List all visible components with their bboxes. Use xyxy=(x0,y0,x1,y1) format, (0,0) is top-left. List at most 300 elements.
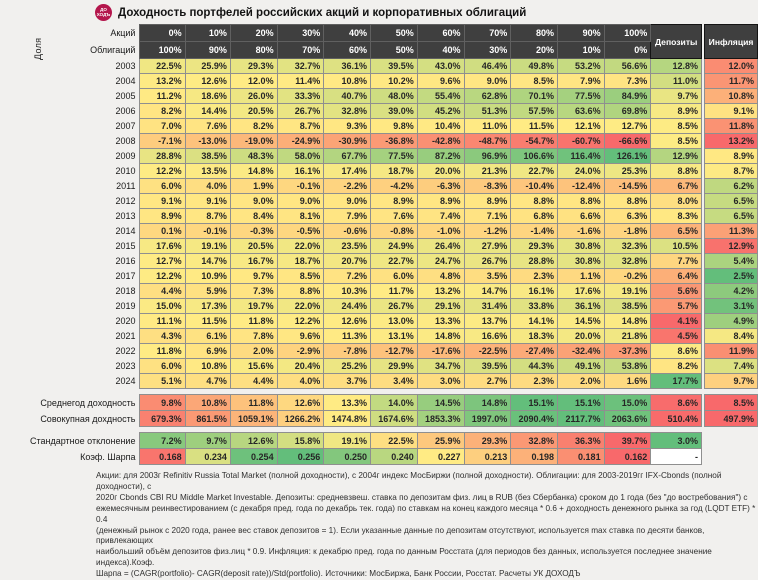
return-cell: 84.9% xyxy=(604,89,651,104)
inflation-cell: 7.4% xyxy=(705,359,758,374)
year-row-2004 xyxy=(30,74,758,89)
return-cell: 20.0% xyxy=(417,164,464,179)
return-cell: 15.0% xyxy=(140,299,185,314)
return-cell: -7.8% xyxy=(324,344,371,359)
return-cell: 18.7% xyxy=(277,254,324,269)
return-cell: 28.8% xyxy=(140,149,185,164)
return-cell: 3.7% xyxy=(324,374,371,389)
summary-cell: 1059.1% xyxy=(230,411,277,427)
summary-cell: 0.256 xyxy=(277,449,324,465)
return-cell: 63.6% xyxy=(557,104,604,119)
year-row-2018 xyxy=(30,284,758,299)
deposit-cell: 8.9% xyxy=(651,104,702,119)
return-cell: -6.3% xyxy=(417,179,464,194)
return-cell: 9.0% xyxy=(324,194,371,209)
year-label: 2022 xyxy=(115,346,136,356)
deposit-cell: 12.9% xyxy=(651,149,702,164)
summary-inflation-cell: 8.5% xyxy=(705,395,758,411)
summary-cell: 7.2% xyxy=(140,433,185,449)
return-cell: 15.6% xyxy=(230,359,277,374)
return-cell: 26.7% xyxy=(371,299,418,314)
return-cell: 7.9% xyxy=(557,74,604,89)
year-label: 2006 xyxy=(115,106,136,116)
summary-cell: 0.227 xyxy=(417,449,464,465)
return-cell: 12.6% xyxy=(185,74,230,89)
summary-cell: 12.6% xyxy=(230,433,277,449)
return-cell: -37.3% xyxy=(604,344,651,359)
year-label: 2020 xyxy=(115,316,136,326)
return-cell: 62.8% xyxy=(464,89,511,104)
return-cell: -2.9% xyxy=(277,344,324,359)
return-cell: 9.1% xyxy=(140,194,185,209)
return-cell: 51.3% xyxy=(464,104,511,119)
return-cell: 4.4% xyxy=(140,284,185,299)
return-cell: 7.3% xyxy=(230,284,277,299)
inflation-cell: 12.9% xyxy=(705,239,758,254)
deposit-cell: 4.1% xyxy=(651,314,702,329)
return-cell: 4.0% xyxy=(277,374,324,389)
summary-cell: 1674.6% xyxy=(371,411,418,427)
return-cell: 8.1% xyxy=(277,209,324,224)
return-cell: 11.8% xyxy=(230,314,277,329)
return-cell: 10.4% xyxy=(417,119,464,134)
return-cell: -0.5% xyxy=(277,224,324,239)
return-cell: 32.7% xyxy=(277,59,324,74)
return-cell: 9.7% xyxy=(230,269,277,284)
return-cell: 38.5% xyxy=(604,299,651,314)
return-cell: 1.1% xyxy=(557,269,604,284)
year-label: 2021 xyxy=(115,331,136,341)
deposit-cell: 17.7% xyxy=(651,374,702,389)
return-cell: 31.4% xyxy=(464,299,511,314)
return-cell: 29.3% xyxy=(511,239,558,254)
deposit-cell: 5.7% xyxy=(651,299,702,314)
inflation-cell: 11.8% xyxy=(705,119,758,134)
return-cell: 19.1% xyxy=(185,239,230,254)
summary-cell: 36.3% xyxy=(557,433,604,449)
year-row-2021 xyxy=(30,329,758,344)
return-cell: -42.8% xyxy=(417,134,464,149)
return-cell: 22.0% xyxy=(277,239,324,254)
year-row-2013 xyxy=(30,209,758,224)
stocks-pct-header: 10% xyxy=(185,25,230,42)
inflation-cell: 6.2% xyxy=(705,179,758,194)
return-cell: -1.8% xyxy=(604,224,651,239)
return-cell: 18.6% xyxy=(185,89,230,104)
year-row-2019 xyxy=(30,299,758,314)
return-cell: 8.9% xyxy=(417,194,464,209)
year-label: 2003 xyxy=(115,61,136,71)
summary-inflation-empty xyxy=(705,449,758,465)
summary-cell: 14.0% xyxy=(371,395,418,411)
return-cell: 8.9% xyxy=(464,194,511,209)
return-cell: 9.3% xyxy=(324,119,371,134)
return-cell: 11.3% xyxy=(324,329,371,344)
return-cell: 11.5% xyxy=(511,119,558,134)
inflation-cell: 11.3% xyxy=(705,224,758,239)
return-cell: 45.2% xyxy=(417,104,464,119)
return-cell: 9.6% xyxy=(417,74,464,89)
return-cell: 53.8% xyxy=(604,359,651,374)
summary-cell: 11.8% xyxy=(230,395,277,411)
return-cell: 13.5% xyxy=(185,164,230,179)
return-cell: 9.1% xyxy=(185,194,230,209)
return-cell: 2.3% xyxy=(511,374,558,389)
return-cell: 4.4% xyxy=(230,374,277,389)
dohod-logo-icon xyxy=(95,4,112,21)
return-cell: 9.0% xyxy=(277,194,324,209)
return-cell: 32.8% xyxy=(604,254,651,269)
return-cell: 14.7% xyxy=(185,254,230,269)
return-cell: 11.2% xyxy=(140,89,185,104)
return-cell: 9.8% xyxy=(371,119,418,134)
return-cell: 13.7% xyxy=(464,314,511,329)
return-cell: 10.9% xyxy=(185,269,230,284)
return-cell: 3.5% xyxy=(464,269,511,284)
return-cell: -0.8% xyxy=(371,224,418,239)
summary-cell: 15.1% xyxy=(511,395,558,411)
return-cell: 8.8% xyxy=(604,194,651,209)
year-row-2022 xyxy=(30,344,758,359)
return-cell: 29.3% xyxy=(230,59,277,74)
return-cell: 2.3% xyxy=(511,269,558,284)
summary-inflation-cell: 497.9% xyxy=(705,411,758,427)
return-cell: -1.0% xyxy=(417,224,464,239)
return-cell: 16.1% xyxy=(511,284,558,299)
return-cell: 126.1% xyxy=(604,149,651,164)
return-cell: 7.3% xyxy=(604,74,651,89)
bonds-pct-header: 30% xyxy=(464,42,511,59)
return-cell: 49.1% xyxy=(557,359,604,374)
year-row-2011 xyxy=(30,179,758,194)
return-cell: 17.4% xyxy=(324,164,371,179)
return-cell: 26.7% xyxy=(464,254,511,269)
return-cell: 11.7% xyxy=(371,284,418,299)
summary-cell: 32.8% xyxy=(511,433,558,449)
return-cell: 18.7% xyxy=(371,164,418,179)
year-label: 2004 xyxy=(115,76,136,86)
summary-cell: 15.1% xyxy=(557,395,604,411)
bonds-pct-header: 50% xyxy=(371,42,418,59)
return-cell: 67.7% xyxy=(324,149,371,164)
year-label: 2019 xyxy=(115,301,136,311)
return-cell: 14.1% xyxy=(511,314,558,329)
return-cell: -60.7% xyxy=(557,134,604,149)
summary-cell: 2090.4% xyxy=(511,411,558,427)
return-cell: 8.9% xyxy=(140,209,185,224)
summary-cell: 14.5% xyxy=(417,395,464,411)
return-cell: 2.7% xyxy=(464,374,511,389)
inflation-cell: 4.9% xyxy=(705,314,758,329)
return-cell: -48.7% xyxy=(464,134,511,149)
return-cell: 8.8% xyxy=(277,284,324,299)
return-cell: 11.8% xyxy=(140,344,185,359)
return-cell: 39.5% xyxy=(371,59,418,74)
summary-cell: 19.1% xyxy=(324,433,371,449)
return-cell: 7.0% xyxy=(140,119,185,134)
return-cell: 25.2% xyxy=(324,359,371,374)
return-cell: 23.5% xyxy=(324,239,371,254)
return-cell: 10.2% xyxy=(371,74,418,89)
return-cell: -19.0% xyxy=(230,134,277,149)
summary-cell: 13.3% xyxy=(324,395,371,411)
return-cell: 19.7% xyxy=(230,299,277,314)
return-cell: 28.8% xyxy=(511,254,558,269)
return-cell: 12.7% xyxy=(604,119,651,134)
return-cell: 26.4% xyxy=(417,239,464,254)
return-cell: -10.4% xyxy=(511,179,558,194)
return-cell: 20.5% xyxy=(230,239,277,254)
inflation-cell: 12.0% xyxy=(705,59,758,74)
summary-inflation-empty xyxy=(705,433,758,449)
return-cell: 29.9% xyxy=(371,359,418,374)
return-cell: -1.6% xyxy=(557,224,604,239)
deposit-cell: 8.0% xyxy=(651,194,702,209)
return-cell: 17.6% xyxy=(140,239,185,254)
share-axis-label: Доля xyxy=(33,37,43,60)
return-cell: -22.5% xyxy=(464,344,511,359)
inflation-cell: 8.4% xyxy=(705,329,758,344)
inflation-cell: 11.9% xyxy=(705,344,758,359)
return-cell: 24.0% xyxy=(557,164,604,179)
summary-deposit-cell: - xyxy=(651,449,702,465)
return-cell: 46.4% xyxy=(464,59,511,74)
summary-row xyxy=(30,411,758,427)
year-label: 2023 xyxy=(115,361,136,371)
footnote-line: Акции: для 2003г Refinitiv Russia Total Market (полной доходности), с 2004г индекс МосБиржи (полной доходности). Облигации: для 2003-2019гг IFX-Cbonds (полной доходности), с xyxy=(96,471,722,491)
return-cell: 21.8% xyxy=(604,329,651,344)
bonds-share-label: Облигаций xyxy=(90,45,136,55)
bonds-pct-header: 40% xyxy=(417,42,464,59)
inflation-cell: 6.5% xyxy=(705,209,758,224)
return-cell: -24.9% xyxy=(277,134,324,149)
summary-row xyxy=(30,395,758,411)
year-row-2007 xyxy=(30,119,758,134)
return-cell: 27.9% xyxy=(464,239,511,254)
year-label: 2011 xyxy=(116,181,136,191)
year-row-2017 xyxy=(30,269,758,284)
return-cell: 4.8% xyxy=(417,269,464,284)
return-cell: 5.1% xyxy=(140,374,185,389)
footnote-line: 2020г Cbonds CBI RU Middle Market Investable. Депозиты: средневзвеш. ставка по депозитам физ. лиц в RUB (без Сбербанка) сроком до 1 года (без "до востребования") с xyxy=(96,492,748,502)
return-cell: -7.1% xyxy=(140,134,185,149)
year-row-2005 xyxy=(30,89,758,104)
header-row-stocks xyxy=(30,25,758,42)
return-cell: 57.5% xyxy=(511,104,558,119)
stocks-pct-header: 60% xyxy=(417,25,464,42)
header-row-bonds xyxy=(30,42,758,59)
return-cell: 30.8% xyxy=(557,254,604,269)
return-cell: 7.1% xyxy=(464,209,511,224)
return-cell: -32.4% xyxy=(557,344,604,359)
stocks-pct-header: 0% xyxy=(140,25,185,42)
return-cell: -12.4% xyxy=(557,179,604,194)
summary-row xyxy=(30,433,758,449)
summary-cell: 29.3% xyxy=(464,433,511,449)
year-row-2010 xyxy=(30,164,758,179)
summary-cell: 0.168 xyxy=(140,449,185,465)
return-cell: 10.3% xyxy=(324,284,371,299)
return-cell: 22.7% xyxy=(371,254,418,269)
inflation-cell: 6.5% xyxy=(705,194,758,209)
inflation-cell: 11.7% xyxy=(705,74,758,89)
inflation-cell: 13.2% xyxy=(705,134,758,149)
year-label: 2007 xyxy=(115,121,136,131)
footnote-line: ежемесячным реинвестированием (с декабря пред. года по декабрь тек. года) по ставкам на конец каждого месяца * 0.6 + доходность денежного рынка за год (LQDT ETF) * 0.4 xyxy=(96,503,756,524)
deposit-cell: 8.5% xyxy=(651,119,702,134)
summary-cell: 10.8% xyxy=(185,395,230,411)
return-cell: 18.3% xyxy=(511,329,558,344)
return-cell: 20.4% xyxy=(277,359,324,374)
year-row-2015 xyxy=(30,239,758,254)
return-cell: 7.2% xyxy=(324,269,371,284)
return-cell: -0.1% xyxy=(277,179,324,194)
return-cell: -8.3% xyxy=(464,179,511,194)
footnote-line: Шарпа = (CAGR(portfolio)- CAGR(deposit rate))/Std(portfolio). Источники: МосБиржа, Банк России, Росстат. Расчеты УК ДОХОДЪ xyxy=(96,569,581,579)
return-cell: 10.8% xyxy=(324,74,371,89)
return-cell: 106.6% xyxy=(511,149,558,164)
summary-cell: 9.8% xyxy=(140,395,185,411)
return-cell: -0.2% xyxy=(604,269,651,284)
stocks-pct-header: 70% xyxy=(464,25,511,42)
year-row-2012 xyxy=(30,194,758,209)
bonds-pct-header: 100% xyxy=(140,42,185,59)
return-cell: 12.1% xyxy=(557,119,604,134)
return-cell: 20.7% xyxy=(324,254,371,269)
summary-label: Коэф. Шарпа xyxy=(80,451,136,462)
return-cell: 2.0% xyxy=(557,374,604,389)
stocks-pct-header: 90% xyxy=(557,25,604,42)
return-cell: 48.3% xyxy=(230,149,277,164)
deposit-cell: 6.7% xyxy=(651,179,702,194)
return-cell: 1.9% xyxy=(230,179,277,194)
summary-cell: 0.234 xyxy=(185,449,230,465)
return-cell: 13.2% xyxy=(140,74,185,89)
footnote-line: (денежный рынок с 2020 года, ранее вес ставок депозитов = 1). Если указанные данные по депозитам отсутствуют, используется max ставка по десяти банков, привлекающих xyxy=(96,525,705,546)
year-label: 2008 xyxy=(115,136,136,146)
deposit-cell: 8.2% xyxy=(651,359,702,374)
inflation-cell: 9.7% xyxy=(705,374,758,389)
stocks-share-label: Акций xyxy=(110,28,136,38)
return-cell: 10.8% xyxy=(185,359,230,374)
summary-deposit-cell: 3.0% xyxy=(651,433,702,449)
year-row-2003 xyxy=(30,59,758,74)
deposit-cell: 4.5% xyxy=(651,329,702,344)
return-cell: 6.0% xyxy=(140,179,185,194)
return-cell: 19.1% xyxy=(604,284,651,299)
inflation-cell: 9.1% xyxy=(705,104,758,119)
bonds-pct-header: 80% xyxy=(230,42,277,59)
return-cell: 7.8% xyxy=(230,329,277,344)
deposits-header: Депозиты xyxy=(651,25,702,59)
return-cell: 6.9% xyxy=(185,344,230,359)
return-cell: 9.0% xyxy=(464,74,511,89)
return-cell: -36.8% xyxy=(371,134,418,149)
year-label: 2010 xyxy=(115,166,136,176)
year-label: 2024 xyxy=(115,376,136,386)
year-row-2020 xyxy=(30,314,758,329)
year-label: 2005 xyxy=(115,91,136,101)
return-cell: 11.4% xyxy=(277,74,324,89)
return-cell: 36.1% xyxy=(557,299,604,314)
return-cell: 20.5% xyxy=(230,104,277,119)
return-cell: 96.9% xyxy=(464,149,511,164)
return-cell: -54.7% xyxy=(511,134,558,149)
stocks-pct-header: 80% xyxy=(511,25,558,42)
return-cell: 56.6% xyxy=(604,59,651,74)
returns-heatmap-table xyxy=(30,24,758,465)
return-cell: -17.6% xyxy=(417,344,464,359)
return-cell: -66.6% xyxy=(604,134,651,149)
return-cell: 13.1% xyxy=(371,329,418,344)
stocks-pct-header: 30% xyxy=(277,25,324,42)
inflation-cell: 8.7% xyxy=(705,164,758,179)
return-cell: 14.4% xyxy=(185,104,230,119)
return-cell: 0.1% xyxy=(140,224,185,239)
year-label: 2012 xyxy=(115,196,136,206)
return-cell: 7.6% xyxy=(371,209,418,224)
return-cell: 39.5% xyxy=(464,359,511,374)
summary-cell: 0.250 xyxy=(324,449,371,465)
inflation-cell: 4.2% xyxy=(705,284,758,299)
summary-cell: 2117.7% xyxy=(557,411,604,427)
return-cell: 17.6% xyxy=(557,284,604,299)
deposit-cell: 5.6% xyxy=(651,284,702,299)
return-cell: 53.2% xyxy=(557,59,604,74)
deposit-cell: 11.0% xyxy=(651,74,702,89)
return-cell: 7.4% xyxy=(417,209,464,224)
return-cell: 13.2% xyxy=(417,284,464,299)
return-cell: 8.8% xyxy=(511,194,558,209)
return-cell: 6.0% xyxy=(140,359,185,374)
summary-cell: 39.7% xyxy=(604,433,651,449)
year-label: 2013 xyxy=(115,211,136,221)
return-cell: 4.0% xyxy=(185,179,230,194)
return-cell: -2.2% xyxy=(324,179,371,194)
return-cell: 7.9% xyxy=(324,209,371,224)
year-row-2008 xyxy=(30,134,758,149)
return-cell: 32.8% xyxy=(324,104,371,119)
year-label: 2015 xyxy=(115,241,136,251)
return-cell: 8.8% xyxy=(557,194,604,209)
return-cell: 21.3% xyxy=(464,164,511,179)
return-cell: -4.2% xyxy=(371,179,418,194)
bonds-pct-header: 0% xyxy=(604,42,651,59)
year-row-2014 xyxy=(30,224,758,239)
return-cell: 22.5% xyxy=(140,59,185,74)
year-label: 2016 xyxy=(115,256,136,266)
return-cell: 25.3% xyxy=(604,164,651,179)
return-cell: 16.1% xyxy=(277,164,324,179)
summary-cell: 0.213 xyxy=(464,449,511,465)
return-cell: -0.1% xyxy=(185,224,230,239)
return-cell: 12.0% xyxy=(230,74,277,89)
bonds-pct-header: 20% xyxy=(511,42,558,59)
return-cell: 14.8% xyxy=(604,314,651,329)
deposit-cell: 10.5% xyxy=(651,239,702,254)
return-cell: 29.1% xyxy=(417,299,464,314)
return-cell: 6.8% xyxy=(511,209,558,224)
return-cell: 16.6% xyxy=(464,329,511,344)
summary-cell: 14.8% xyxy=(464,395,511,411)
summary-cell: 861.5% xyxy=(185,411,230,427)
return-cell: 33.8% xyxy=(511,299,558,314)
return-cell: -14.5% xyxy=(604,179,651,194)
return-cell: 32.3% xyxy=(604,239,651,254)
logo-text-bottom: ХОДЪ xyxy=(96,11,111,17)
return-cell: 11.5% xyxy=(185,314,230,329)
deposit-cell: 8.6% xyxy=(651,344,702,359)
